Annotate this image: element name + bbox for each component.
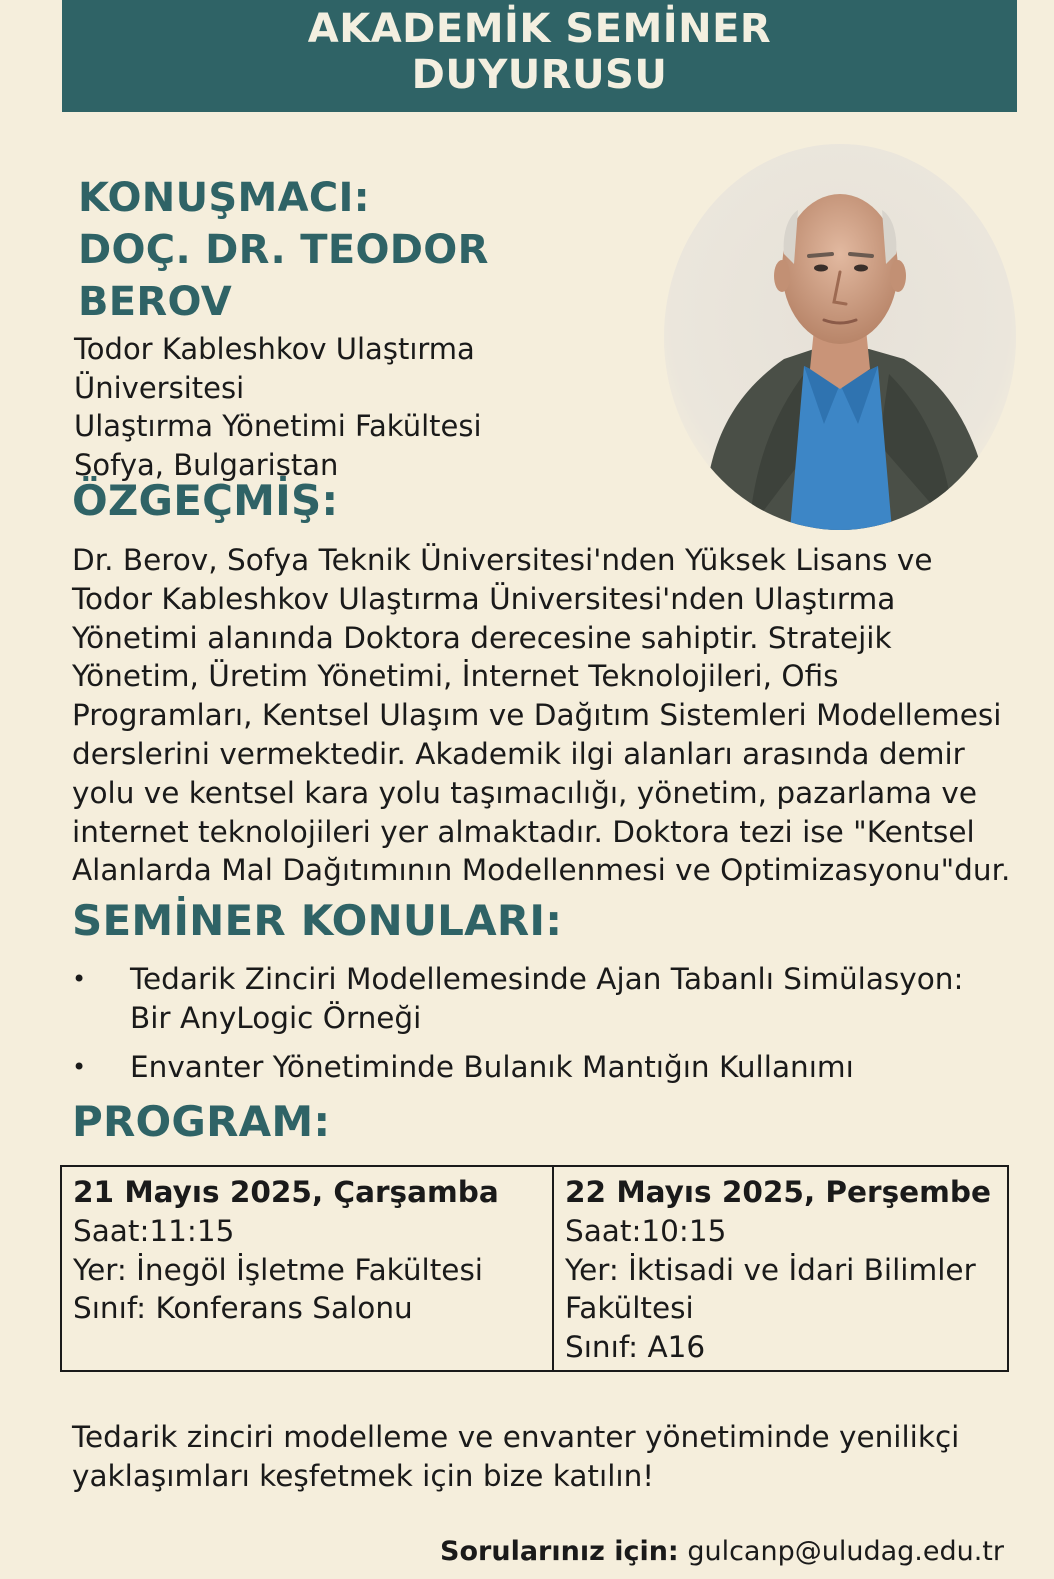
speaker-portrait — [664, 144, 1016, 530]
announcement-header — [62, 0, 1017, 112]
session-cell — [554, 1167, 1007, 1370]
affiliation-line: Üniversitesi — [74, 370, 245, 405]
speaker-name-line2: BEROV — [78, 279, 232, 325]
closing-invitation: Tedarik zinciri modelleme ve envanter yönetiminde yenilikçi yaklaşımları keşfetmek için bize katılın! — [72, 1420, 960, 1493]
speaker-heading-block — [78, 172, 489, 328]
session-place: Yer: İnegöl İşletme Fakültesi — [73, 1252, 484, 1287]
speaker-affiliation — [74, 330, 482, 484]
session-cell — [62, 1167, 554, 1370]
header-title-line2: DUYURUSU — [411, 52, 668, 98]
speaker-name-line1: DOÇ. DR. TEODOR — [78, 227, 489, 273]
affiliation-line: Todor Kableshkov Ulaştırma — [74, 332, 475, 366]
contact-label: Sorularınız için: — [440, 1536, 679, 1567]
topic-text: Tedarik Zinciri Modellemesinde Ajan Tabanlı Simülasyon: Bir AnyLogic Örneği — [130, 962, 964, 1035]
affiliation-line: Ulaştırma Yönetimi Fakültesi — [74, 409, 482, 443]
portrait-illustration — [664, 144, 1016, 530]
session-room: Sınıf: A16 — [565, 1330, 706, 1365]
session-time: Saat:11:15 — [73, 1213, 235, 1248]
contact-email[interactable]: gulcanp@uludag.edu.tr — [687, 1536, 1004, 1567]
topic-text: Envanter Yönetiminde Bulanık Mantığın Kullanımı — [130, 1050, 854, 1084]
session-date: 21 Mayıs 2025, Çarşamba — [73, 1175, 499, 1209]
header-title-line1: AKADEMİK SEMİNER — [307, 6, 772, 52]
topics-heading: SEMİNER KONULARI: — [72, 896, 563, 945]
session-room: Sınıf: Konferans Salonu — [73, 1291, 413, 1326]
bio-heading: ÖZGEÇMİŞ: — [72, 476, 339, 525]
session-time: Saat:10:15 — [565, 1213, 727, 1248]
bio-text: Dr. Berov, Sofya Teknik Üniversitesi'nden Yüksek Lisans ve Todor Kableshkov Ulaştırma Üniversitesi'nden Ulaştırma Yönetimi alanında Doktora derecesine sahiptir. Stratejik Yönetim, Üretim Yönetimi, İnternet Teknolojileri, Ofis Programları, Kentsel Ulaşım ve Dağıtım Sistemleri Modellemesi derslerini vermektedir. Akademik ilgi alanları arasında demir yolu ve kentsel kara yolu taşımacılığı, yönetim, pazarlama ve internet teknolojileri yer almaktadır. Doktora tezi ise "Kentsel Alanlarda Mal Dağıtımının Modellenmesi ve Optimizasyonu"dur. — [72, 543, 1011, 888]
program-table — [60, 1165, 1009, 1372]
speaker-label: KONUŞMACI: — [78, 175, 370, 221]
list-item — [72, 1048, 1012, 1087]
affiliation-line: Sofya, Bulgaristan — [74, 447, 339, 482]
bullet-icon: • — [72, 965, 87, 993]
session-date: 22 Mayıs 2025, Perşembe — [565, 1175, 992, 1209]
session-place: Yer: İktisadi ve İdari Bilimler Fakültesi — [565, 1252, 976, 1326]
contact-line — [440, 1534, 1004, 1570]
bullet-icon: • — [72, 1053, 87, 1081]
list-item — [72, 960, 1012, 1038]
topics-list — [72, 960, 1012, 1097]
program-heading: PROGRAM: — [72, 1097, 331, 1146]
